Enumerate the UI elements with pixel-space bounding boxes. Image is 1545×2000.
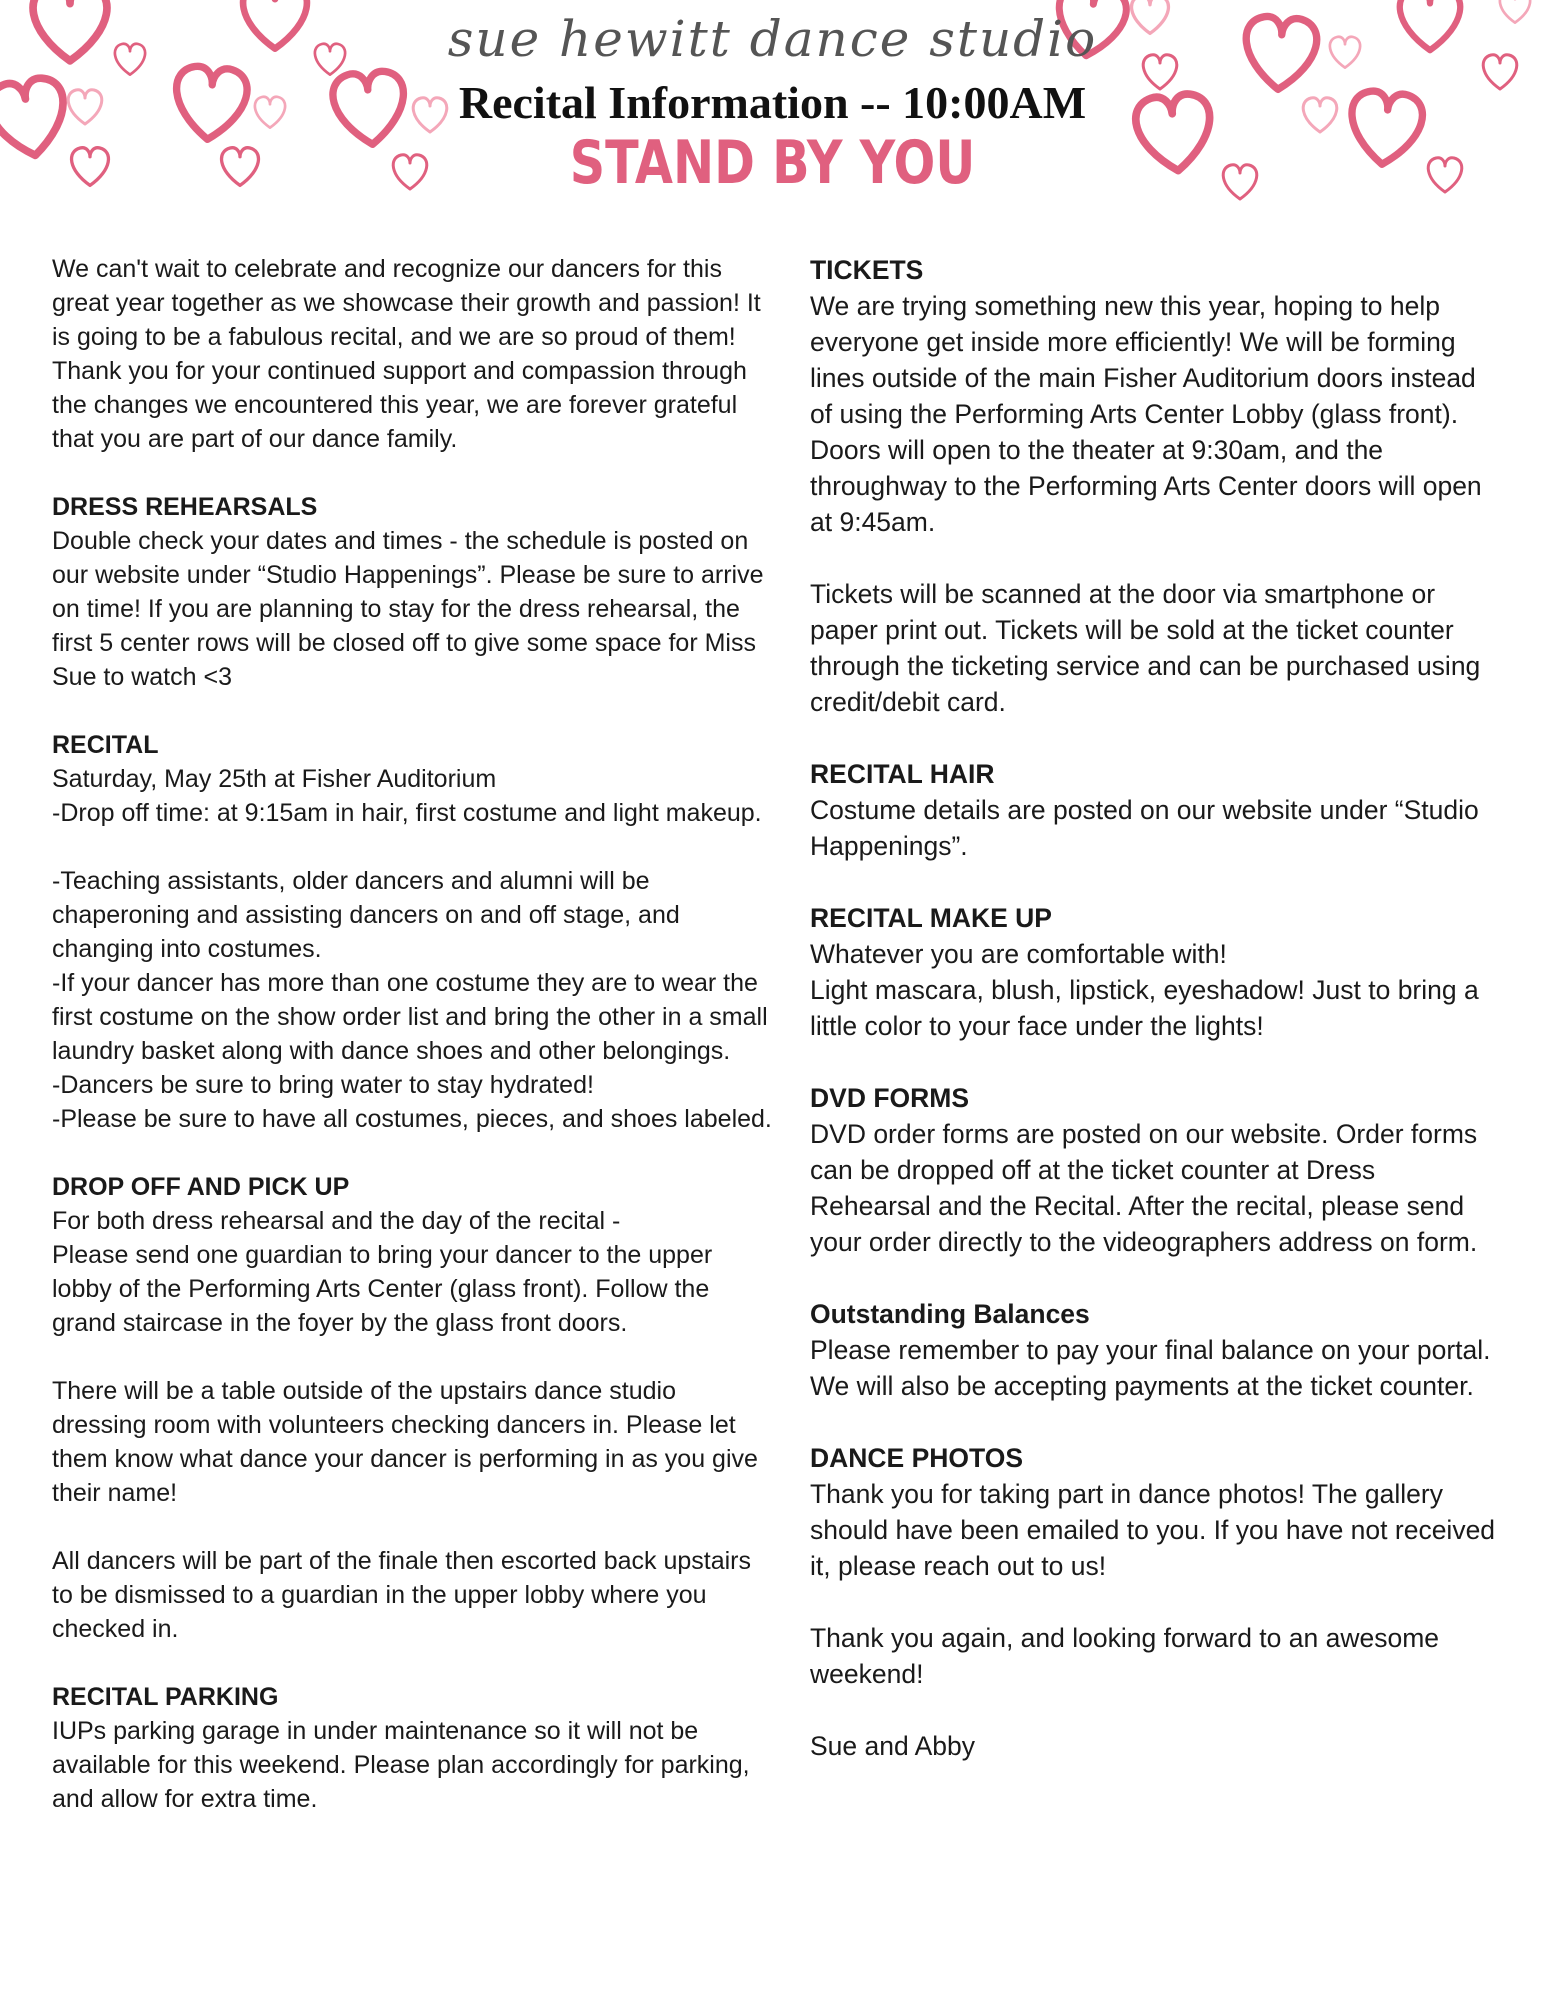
signature-section: [810, 1728, 1500, 1764]
drop-off-section: [52, 1170, 774, 1646]
signature: Sue and Abby: [810, 1731, 976, 1761]
dvd-section: [810, 1080, 1500, 1260]
section-body: Thank you for taking part in dance photos! The gallery should have been emailed to you. If you have not received it, please reach out to us!: [810, 1479, 1496, 1581]
section-heading: DVD FORMS: [810, 1083, 969, 1113]
page-title: Recital Information -- 10:00AM: [458, 77, 1087, 128]
section-heading: RECITAL MAKE UP: [810, 903, 1052, 933]
drop-off-line: For both dress rehearsal and the day of the recital -: [52, 1207, 621, 1235]
section-heading: DROP OFF AND PICK UP: [52, 1173, 350, 1201]
recital-theme: STAND BY YOU: [569, 128, 976, 198]
tickets-scanning: Tickets will be scanned at the door via smartphone or paper print out. Tickets will be sold at the ticket counter through the ticketing service and can be purchased using credit/debit card.: [810, 579, 1481, 717]
section-body: IUPs parking garage in under maintenance so it will not be available for this weekend. Please plan accordingly for parking, and allow for extra time.: [52, 1717, 750, 1813]
tickets-section: [810, 252, 1500, 720]
dress-rehearsals-section: [52, 490, 774, 694]
section-heading: TICKETS: [810, 255, 924, 285]
heart-icon: [72, 148, 109, 186]
makeup-line: Whatever you are comfortable with!: [810, 939, 1227, 969]
section-body: Costume details are posted on our website under “Studio Happenings”.: [810, 795, 1479, 861]
section-heading: DRESS REHEARSALS: [52, 493, 318, 521]
recital-labels: -Please be sure to have all costumes, pieces, and shoes labeled.: [52, 1105, 772, 1133]
closing-section: [810, 1620, 1500, 1692]
balances-section: [810, 1296, 1500, 1404]
makeup-section: [810, 900, 1500, 1044]
section-heading: Outstanding Balances: [810, 1299, 1090, 1329]
drop-off-finale: All dancers will be part of the finale then escorted back upstairs to be dismissed to a guardian in the upper lobby where you checked in.: [52, 1547, 751, 1643]
section-heading: DANCE PHOTOS: [810, 1443, 1024, 1473]
section-heading: RECITAL HAIR: [810, 759, 995, 789]
drop-off-checkin: There will be a table outside of the upstairs dance studio dressing room with volunteers checking dancers in. Please let them know what dance your dancer is performing in as you give their name!: [52, 1377, 758, 1507]
intro-text: We can't wait to celebrate and recognize our dancers for this great year together as we showcase their growth and passion! It is going to be a fabulous recital, and we are so proud of them! Thank you for your continued support and compassion through the changes we encountered this year, we are forever grateful that you are part of our dance family.: [52, 255, 761, 453]
section-heading: RECITAL PARKING: [52, 1683, 279, 1711]
right-column: [810, 252, 1500, 1800]
recital-section: [52, 728, 774, 1136]
recital-chaperones: -Teaching assistants, older dancers and alumni will be chaperoning and assisting dancers on and off stage, and changing into costumes.: [52, 867, 680, 963]
studio-name: sue hewitt dance studio: [447, 10, 1098, 68]
left-column: [52, 252, 774, 1850]
makeup-details: Light mascara, blush, lipstick, eyeshadow! Just to bring a little color to your face under the lights!: [810, 975, 1479, 1041]
heart-icon: [1428, 158, 1462, 192]
closing-text: Thank you again, and looking forward to an awesome weekend!: [810, 1623, 1440, 1689]
hair-section: [810, 756, 1500, 864]
photos-section: [810, 1440, 1500, 1584]
recital-water: -Dancers be sure to bring water to stay hydrated!: [52, 1071, 594, 1099]
section-heading: RECITAL: [52, 731, 159, 759]
parking-section: [52, 1680, 774, 1816]
drop-off-guardian: Please send one guardian to bring your dancer to the upper lobby of the Performing Arts Center (glass front). Follow the grand staircase in the foyer by the glass front doors.: [52, 1241, 713, 1337]
recital-costumes: -If your dancer has more than one costume they are to wear the first costume on the show order list and bring the other in a small laundry basket along with dance shoes and other belongings.: [52, 969, 768, 1065]
intro-section: [52, 252, 774, 456]
recital-date: Saturday, May 25th at Fisher Auditorium: [52, 765, 497, 793]
section-body: Double check your dates and times - the schedule is posted on our website under “Studio Happenings”. Please be sure to arrive on time! If you are planning to stay for the dress rehearsal, the first 5 center rows will be closed off to give some space for Miss Sue to watch <3: [52, 527, 764, 691]
section-body: DVD order forms are posted on our website. Order forms can be dropped off at the ticket counter at Dress Rehearsal and the Recital. After the recital, please send your order directly to the videographers address on form.: [810, 1119, 1478, 1257]
tickets-lines: We are trying something new this year, hoping to help everyone get inside more efficiently! We will be forming lines outside of the main Fisher Auditorium doors instead of using the Performing Arts Center Lobby (glass front). Doors will open to the theater at 9:30am, and the throughway to the Performing Arts Center doors will open at 9:45am.: [810, 291, 1482, 537]
recital-dropoff-time: -Drop off time: at 9:15am in hair, first costume and light makeup.: [52, 799, 762, 827]
header-banner: [0, 0, 1545, 215]
section-body: Please remember to pay your final balance on your portal. We will also be accepting payments at the ticket counter.: [810, 1335, 1491, 1401]
